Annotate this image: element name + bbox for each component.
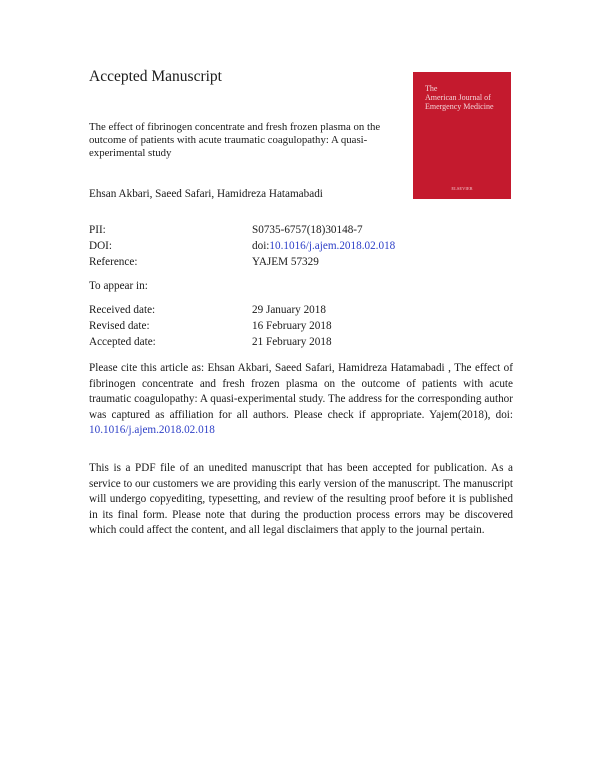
accepted-date-value: 21 February 2018 [252,336,332,348]
pii-label: PII: [89,224,106,236]
revised-date-row [89,320,509,335]
cover-publisher: ELSEVIER [451,186,473,191]
citation-paragraph [89,361,513,439]
author-list: Ehsan Akbari, Saeed Safari, Hamidreza Hatamabadi [89,188,323,200]
received-date-value: 29 January 2018 [252,304,326,316]
citation-doi-prefix: doi: [495,408,514,421]
doi-value-wrap [252,240,395,252]
doi-prefix: doi: [252,240,270,252]
reference-value: YAJEM 57329 [252,256,319,268]
accepted-date-row [89,336,509,351]
to-appear-label: To appear in: [89,280,148,292]
journal-cover-image [413,72,511,199]
revised-date-label: Revised date: [89,320,150,332]
citation-text: Please cite this article as: Ehsan Akbari, Saeed Safari, Hamidreza Hatamabadi , The effect of fibrinogen concentrate and fresh frozen plasma on the outcome of patients with acute traumatic coagulopathy: A quasi-experimental study. The address for the corresponding author was captured as affiliation for all authors. Please check if appropriate. Yajem(2018), [89,362,513,421]
accepted-date-label: Accepted date: [89,336,156,348]
doi-link[interactable]: 10.1016/j.ajem.2018.02.018 [269,240,396,252]
pii-row [89,224,509,239]
doi-label: DOI: [89,240,112,252]
received-date-row [89,304,509,319]
reference-label: Reference: [89,256,138,268]
revised-date-value: 16 February 2018 [252,320,332,332]
unedited-manuscript-notice: This is a PDF file of an unedited manuscript that has been accepted for publication. As a service to our customers we are providing this early version of the manuscript. The manuscript will undergo copyediting, typesetting, and review of the resulting proof before it is published in its final form. Please note that during the production process errors may be discovered which could affect the content, and all legal disclaimers that apply to the journal pertain. [89,462,513,536]
reference-row [89,256,509,271]
article-title: The effect of fibrinogen concentrate and fresh frozen plasma on the outcome of patients with acute traumatic coagulopathy: A quasi-experimental study [89,121,381,159]
pii-value: S0735-6757(18)30148-7 [252,224,363,236]
cover-journal-title: The American Journal of Emergency Medicine [425,84,494,111]
page-heading: Accepted Manuscript [89,68,222,85]
doi-row [89,240,509,255]
citation-doi-link[interactable]: 10.1016/j.ajem.2018.02.018 [89,424,215,436]
received-date-label: Received date: [89,304,156,316]
